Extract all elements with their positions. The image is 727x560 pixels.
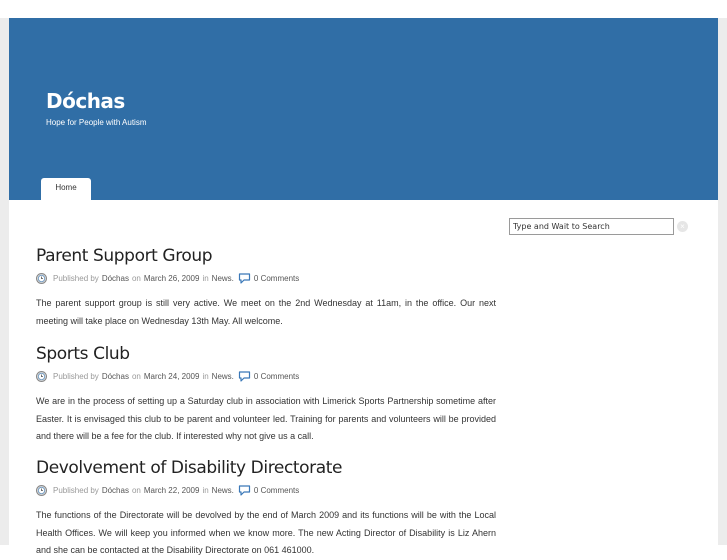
meta-date: March 22, 2009 (143, 485, 200, 495)
meta-in-label: in (202, 485, 209, 495)
meta-category-link[interactable]: News. (211, 485, 234, 495)
post-title[interactable]: Devolvement of Disability Directorate (36, 458, 343, 478)
meta-author-link[interactable]: Dóchas (101, 273, 129, 283)
meta-author-link[interactable]: Dóchas (101, 371, 129, 381)
post-title[interactable]: Parent Support Group (36, 246, 213, 266)
comment-bubble-icon (238, 485, 251, 496)
comment-bubble-icon (238, 371, 251, 382)
meta-date: March 24, 2009 (143, 371, 200, 381)
post-meta (36, 369, 496, 383)
meta-published-label: Published by (53, 485, 99, 495)
meta-published-label: Published by (53, 273, 99, 283)
site-header (9, 18, 718, 200)
top-strip (0, 0, 727, 18)
meta-author-link[interactable]: Dóchas (101, 485, 129, 495)
meta-category-link[interactable]: News. (211, 371, 234, 381)
meta-category-link[interactable]: News. (211, 273, 234, 283)
post (36, 458, 496, 560)
clock-icon (36, 273, 47, 284)
post-body (36, 393, 496, 446)
site-tagline: Hope for People with Autism (46, 118, 147, 127)
comment-bubble-icon (238, 273, 251, 284)
post (36, 344, 496, 446)
site-title[interactable]: Dóchas (46, 89, 125, 113)
x-circle-icon[interactable]: × (677, 221, 688, 232)
meta-published-label: Published by (53, 371, 99, 381)
post-body-text: The functions of the Directorate will be devolved by the end of March 2009 and its functions will be with the Local Health Offices. We will keep you informed when we know more. The new Acting Director of Disability is Liz Ahern and she can be contacted at the Disability Directorate on 061 461000. (36, 510, 496, 555)
post-body (36, 295, 496, 330)
post-body (36, 507, 496, 560)
meta-comments-link[interactable]: 0 Comments (253, 485, 300, 495)
meta-on-label: on (131, 371, 141, 381)
post-meta (36, 271, 496, 285)
page-frame-right (718, 18, 727, 545)
meta-date: March 26, 2009 (143, 273, 200, 283)
meta-comments-link[interactable]: 0 Comments (253, 371, 300, 381)
post (36, 246, 496, 330)
post-body-text: We are in the process of setting up a Saturday club in association with Limerick Sports Partnership sometime after Easter. It is envisaged this club to be parent and volunteer led. Training for parents and volunteers will be provided and there will be a fee for the club. If interested why not give us a call. (36, 396, 496, 441)
nav-tab-home[interactable]: Home (41, 178, 91, 200)
post-meta (36, 483, 496, 497)
clock-icon (36, 371, 47, 382)
post-body-text: The parent support group is still very active. We meet on the 2nd Wednesday at 11am, in the office. Our next meeting will take place on Wednesday 13th May. All welcome. (36, 298, 496, 326)
post-title[interactable]: Sports Club (36, 344, 130, 364)
meta-in-label: in (202, 273, 209, 283)
meta-comments-link[interactable]: 0 Comments (253, 273, 300, 283)
meta-on-label: on (131, 485, 141, 495)
search-input[interactable] (509, 218, 674, 235)
meta-in-label: in (202, 371, 209, 381)
page-frame-left (0, 18, 9, 545)
clock-icon (36, 485, 47, 496)
main-content (9, 200, 718, 555)
meta-on-label: on (131, 273, 141, 283)
